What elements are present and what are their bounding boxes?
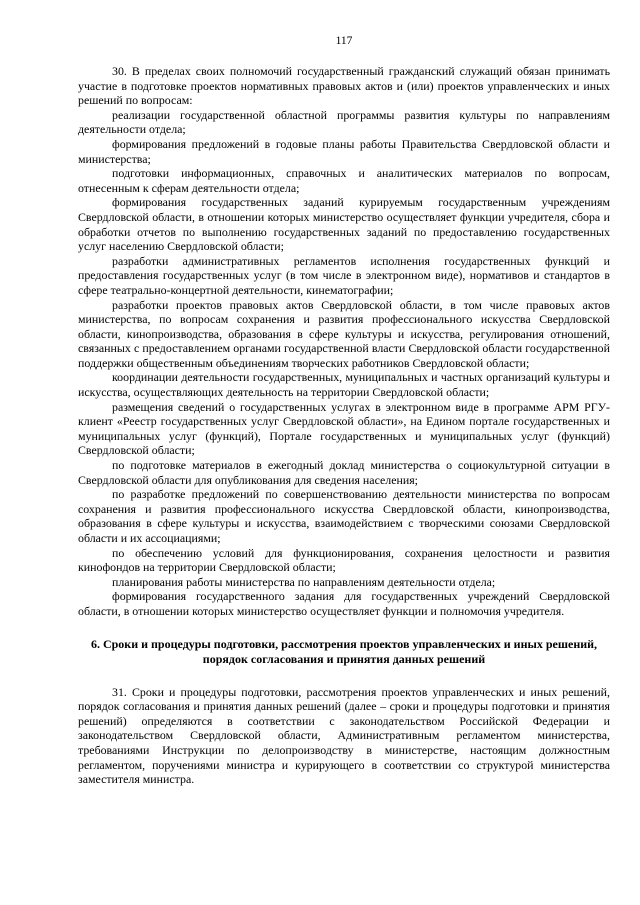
section-6-heading: 6. Сроки и процедуры подготовки, рассмотрения проектов управленческих и иных решений, порядок согласования и принятия данных решений (90, 636, 598, 666)
list-item: формирования государственных заданий курируемым государственным учреждениям Свердловской области, в отношении которых министерство осуществляет функции учредителя, сбора и обработки отчетов по выполнению государственных заданий по предоставлению государственных услуг населению Свердловской области; (78, 195, 610, 254)
list-item: реализации государственной областной программы развития культуры по направлениям деятельности отдела; (78, 107, 610, 137)
list-item: по разработке предложений по совершенствованию деятельности министерства по вопросам сохранения и развития профессионального искусства Свердловской области, кинопроизводства, образования в сфере культуры и искусства, взаимодействием с творческими союзами Свердловской области и их ассоциациями; (78, 487, 610, 545)
section-30-intro: 30. В пределах своих полномочий государственный гражданский служащий обязан принимать участие в подготовке проектов нормативных правовых актов и (или) проектов управленческих и иных решений по вопросам: (78, 64, 610, 108)
list-item: разработки проектов правовых актов Свердловской области, в том числе правовых актов министерства, по вопросам сохранения и развития профессионального искусства Свердловской области, кинопроизводства, образования в сфере культуры и искусства, регулирования отношений, связанных с предоставлением органами государственной власти Свердловской области государственной поддержки общественным объединениям творческих работников Свердловской области; (78, 297, 610, 370)
list-item: по подготовке материалов в ежегодный доклад министерства о социокультурной ситуации в Свердловской области для опубликования для сведения населения; (78, 458, 610, 487)
list-item: размещения сведений о государственных услугах в электронном виде в программе АРМ РГУ-клиент «Реестр государственных услуг Свердловской области», на Едином портале государственных и муниципальных услуг (функций), Портале государственных и муниципальных услуг (функций) Свердловской области; (78, 399, 610, 458)
list-item: координации деятельности государственных, муниципальных и частных организаций культуры и искусства, осуществляющих деятельность на территории Свердловской области; (78, 370, 610, 400)
section-31-paragraph: 31. Сроки и процедуры подготовки, рассмотрения проектов управленческих и иных решений, порядок согласования и принятия данных решений (далее – сроки и процедуры подготовки и принятия решений) определяются в соответствии с законодательством Российской Федерации и законодательством Свердловской области, Административным регламентом министерства, требованиями Инструкции по делопроизводству в министерстве, настоящим должностным регламентом, поручениями министра и курирующего в соответствии со структурой министерства заместителя министра. (78, 684, 610, 787)
list-item: по обеспечению условий для функционирования, сохранения целостности и развития кинофондов на территории Свердловской области; (78, 545, 610, 575)
page-number: 117 (335, 35, 353, 47)
list-item: формирования государственного задания для государственных учреждений Свердловской области, в отношении которых министерство осуществляет функции и полномочия учредителя. (78, 589, 610, 618)
list-item: подготовки информационных, справочных и аналитических материалов по вопросам, отнесенным к сферам деятельности отдела; (78, 166, 610, 195)
list-item: формирования предложений в годовые планы работы Правительства Свердловской области и министерства; (78, 136, 610, 166)
list-item: разработки административных регламентов исполнения государственных функций и предоставления государственных услуг (в том числе в электронном виде), нормативов и стандартов в сфере театрально-концертной деятельности, кинематографии; (78, 253, 610, 297)
document-page (78, 34, 610, 787)
list-item: планирования работы министерства по направлениям деятельности отдела; (112, 574, 496, 589)
